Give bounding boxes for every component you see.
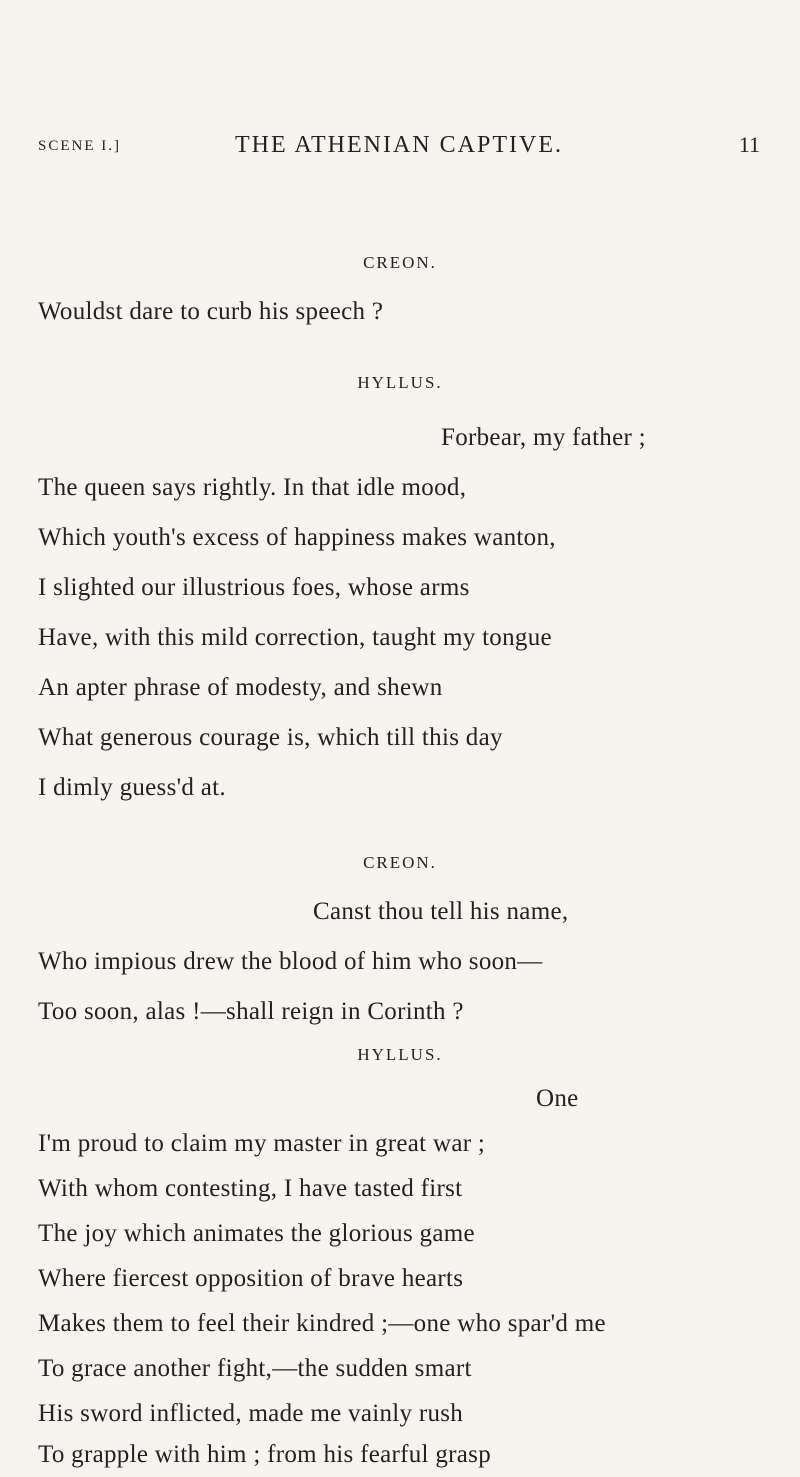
verse-line: His sword inflicted, made me vainly rush xyxy=(38,1400,464,1427)
verse-line: I'm proud to claim my master in great war ; xyxy=(38,1130,486,1157)
verse-line: I slighted our illustrious foes, whose arms xyxy=(38,574,470,601)
verse-line: The queen says rightly. In that idle mood, xyxy=(38,474,467,501)
speaker-creon: CREON. xyxy=(363,853,437,872)
verse-line: Forbear, my father ; xyxy=(441,424,646,451)
speaker-hyllus: HYLLUS. xyxy=(357,1045,443,1064)
verse-line: I dimly guess'd at. xyxy=(38,774,226,801)
speaker-hyllus: HYLLUS. xyxy=(357,373,443,392)
verse-line: To grace another fight,—the sudden smart xyxy=(38,1355,472,1382)
verse-line: Who impious drew the blood of him who soon— xyxy=(38,948,543,975)
verse-line: An apter phrase of modesty, and shewn xyxy=(38,674,443,701)
verse-line: Wouldst dare to curb his speech ? xyxy=(38,298,384,325)
verse-line: Makes them to feel their kindred ;—one who spar'd me xyxy=(38,1310,606,1337)
verse-line: Too soon, alas !—shall reign in Corinth ? xyxy=(38,998,464,1025)
book-title: THE ATHENIAN CAPTIVE. xyxy=(235,132,563,158)
verse-line: One xyxy=(536,1085,579,1112)
running-header xyxy=(38,132,760,166)
verse-line: To grapple with him ; from his fearful grasp xyxy=(38,1441,492,1468)
verse-line: The joy which animates the glorious game xyxy=(38,1220,475,1247)
verse-line: Canst thou tell his name, xyxy=(313,898,569,925)
verse-line: Have, with this mild correction, taught my tongue xyxy=(38,624,552,651)
scene-marker: SCENE I.] xyxy=(38,138,121,154)
verse-line: Where fiercest opposition of brave hearts xyxy=(38,1265,464,1292)
verse-line: With whom contesting, I have tasted first xyxy=(38,1175,463,1202)
page-number: 11 xyxy=(738,132,760,157)
verse-line: Which youth's excess of happiness makes wanton, xyxy=(38,524,556,551)
speaker-creon: CREON. xyxy=(363,253,437,272)
verse-line: What generous courage is, which till this day xyxy=(38,724,503,751)
